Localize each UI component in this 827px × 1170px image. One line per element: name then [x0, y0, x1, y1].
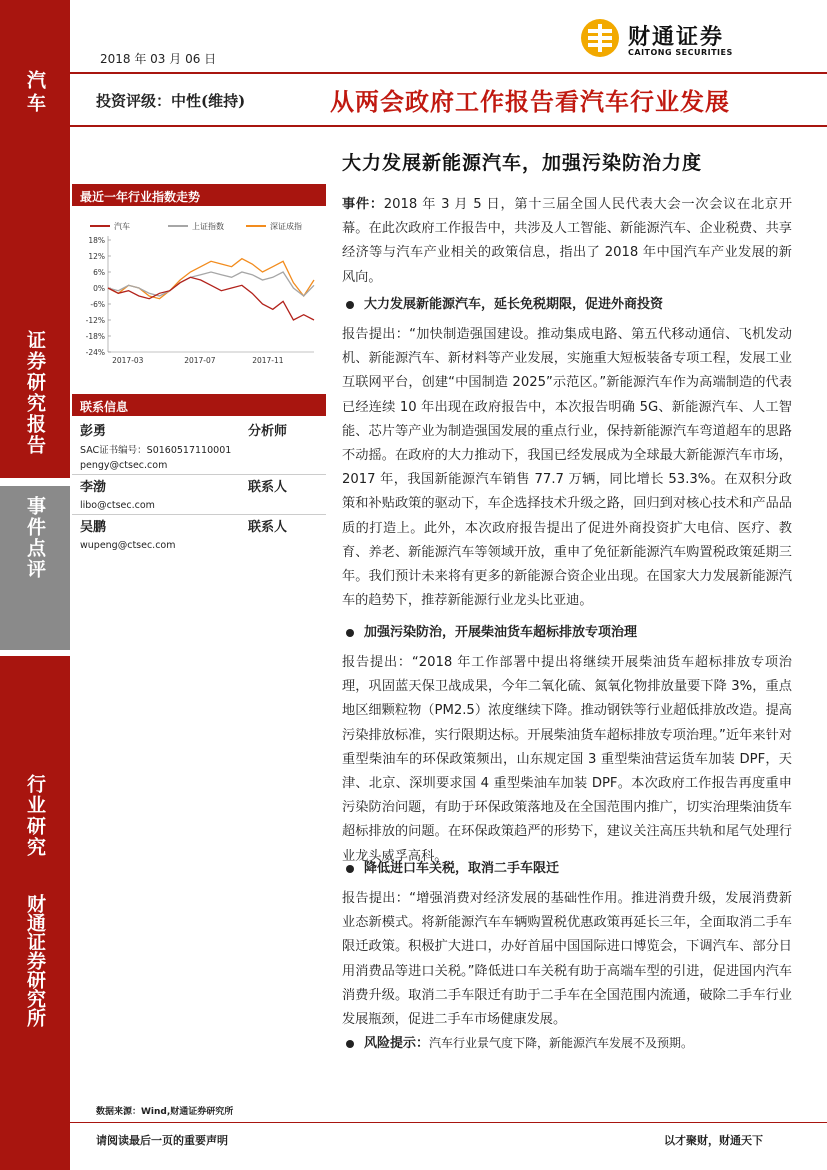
sidebar-divider — [0, 650, 70, 656]
legend-label: 上证指数 — [192, 222, 224, 231]
sidebar-sector — [0, 70, 70, 116]
company-slogan: 以才聚财，财通天下 — [664, 1134, 763, 1147]
contact-email[interactable]: wupeng@ctsec.com — [80, 540, 176, 551]
risk-note — [346, 1032, 796, 1051]
contact-role: 分析师 — [248, 424, 288, 439]
x-tick-label: 2017-11 — [252, 356, 284, 365]
section-heading-3 — [346, 857, 796, 876]
logo-mark-icon — [580, 18, 620, 58]
contact-email[interactable]: pengy@ctsec.com — [80, 460, 168, 471]
contact-name: 彭勇 — [80, 424, 107, 439]
contact-name: 吴鹏 — [80, 520, 107, 535]
risk-text: 汽车行业景气度下降，新能源汽车发展不及预期。 — [429, 1036, 694, 1050]
legend-label: 深证成指 — [270, 222, 302, 231]
event-lead: 事件： — [342, 197, 384, 212]
sidebar-institute-label: 财通证券研究所 — [24, 894, 46, 1027]
section-heading-2 — [346, 621, 796, 640]
risk-lead: 风险提示： — [364, 1036, 430, 1051]
y-tick-label: -6% — [90, 300, 105, 309]
logo-text-en: CAITONG SECURITIES — [628, 48, 733, 57]
contact-sac: SAC证书编号：S0160517110001 — [80, 445, 232, 456]
series-line — [108, 277, 314, 320]
series-line — [108, 272, 314, 296]
sidebar-divider — [0, 478, 70, 486]
sidebar-sector-label: 汽车 — [24, 70, 46, 116]
report-date: 2018 年 03 月 06 日 — [100, 52, 217, 66]
y-tick-label: 0% — [93, 284, 105, 293]
y-tick-label: -12% — [85, 316, 105, 325]
bullet-icon — [346, 301, 354, 309]
sidebar-industry — [0, 774, 70, 858]
report-title: 从两会政府工作报告看汽车行业发展 — [330, 87, 730, 116]
index-chart-svg — [76, 214, 324, 370]
series-line — [108, 259, 314, 299]
x-tick-label: 2017-03 — [112, 356, 144, 365]
sidebar-category — [0, 496, 70, 580]
section-paragraph-3: 报告提出：“增强消费对经济发展的基础性作用。推进消费升级，发展消费新业态新模式。将新能源汽车车辆购置税优惠政策再延长三年，全面取消二手车限迁政策。积极扩大进口，办好首届中国国际进口博览会，下调汽车、部分日用消费品等进口关税。”降低进口车关税有助于高端车型的引进，促进国内汽车消费升级。取消二手车限迁有助于二手车在全国范围内流通，破除二手车行业发展瓶颈，促进二手车市场健康发展。 — [342, 891, 792, 1028]
investment-rating: 投资评级：中性(维持) — [96, 92, 246, 110]
section-paragraph-1: 报告提出：“加快制造强国建设。推动集成电路、第五代移动通信、飞机发动机、新能源汽车、新材料等产业发展，实施重大短板装备专项工程，发展工业互联网平台，创建“中国制造 2025”示范区。”新能源汽车作为高端制造的代表已经连续 10 年出现在政府报告中，本次报告明确 5G、新能源汽车、人工智能、芯片等产业为制造强国发展的重点行业，保持新能源汽车弯道超车的思路不动摇。在政府的大力推动下，我国已经发展成为全球最大新能源汽车市场，2017 年，我国新能源汽车销售 77.7 万辆，同比增长 53.3%。在双积分政策和补贴政策的驱动下，车企选择技术升级之路，回归到对核心技术和产品品质的打造上。此外，本次政府报告提出了促进外商投资扩大电信、医疗、教育、养老、新能源汽车等领域开放，重申了免征新能源汽车购置税政策延期三年。我们预计未来将有更多的新能源合资企业出现。在国家大力发展新能源汽车的趋势下，推荐新能源行业龙头比亚迪。 — [342, 327, 792, 609]
sidebar-industry-label: 行业研究 — [24, 774, 46, 858]
section-paragraph-2: 报告提出：“2018 年工作部署中提出将继续开展柴油货车超标排放专项治理，巩固蓝天保卫战成果，今年二氧化硫、氮氧化物排放量要下降 3%，重点地区细颗粒物（PM2.5）浓度继续下降。推动钢铁等行业超低排放改造。提高污染排放标准，实行限期达标。开展柴油货车超标排放专项治理。”近年来针对重型柴油车的环保政策频出，山东规定国 3 重型柴油营运货车加装 DPF，天津、北京、深圳要求国 4 重型柴油车加装 DPF。本次政府工作报告再度重申污染防治问题，有助于环保政策落地及在全国范围内推广，切实治理柴油货车超标排放的问题。在环保政策趋严的形势下，建议关注高压共轨和尾气处理行业龙头威孚高科。 — [342, 655, 792, 864]
bullet-icon — [346, 1040, 354, 1048]
section-heading-2-label: 加强污染防治，开展柴油货车超标排放专项治理 — [364, 625, 638, 640]
legend-label: 汽车 — [114, 222, 130, 231]
contact-role: 联系人 — [248, 480, 288, 495]
chart-panel-header: 最近一年行业指数走势 — [72, 184, 326, 206]
x-tick-label: 2017-07 — [184, 356, 216, 365]
sidebar-institute — [0, 894, 70, 1027]
contact-divider — [72, 514, 326, 515]
disclaimer-note: 请阅读最后一页的重要声明 — [96, 1134, 228, 1147]
y-tick-label: -24% — [85, 348, 105, 357]
contact-panel-header: 联系信息 — [72, 394, 326, 416]
footer-rule — [70, 1122, 827, 1123]
contact-name: 李渤 — [80, 480, 107, 495]
contact-divider — [72, 474, 326, 475]
report-subtitle: 大力发展新能源汽车，加强污染防治力度 — [342, 152, 703, 174]
index-chart — [76, 214, 324, 370]
y-tick-label: 18% — [88, 236, 105, 245]
logo-text-cn: 财通证券 — [628, 24, 725, 50]
y-tick-label: 12% — [88, 252, 105, 261]
contact-role: 联系人 — [248, 520, 288, 535]
bullet-icon — [346, 865, 354, 873]
event-text: 2018 年 3 月 5 日，第十三届全国人民代表大会一次会议在北京开幕。在此次政府工作报告中，共涉及人工智能、新能源汽车、企业税费、共享经济等与汽车产业相关的政策信息，指出了 2018 年中国汽车产业发展的新风向。 — [342, 197, 793, 285]
contact-email[interactable]: libo@ctsec.com — [80, 500, 155, 511]
data-source: 数据来源：Wind,财通证券研究所 — [96, 1107, 234, 1117]
section-heading-1-label: 大力发展新能源汽车，延长免税期限，促进外商投资 — [364, 297, 664, 312]
title-rule — [70, 125, 827, 127]
y-tick-label: 6% — [93, 268, 105, 277]
event-paragraph — [342, 193, 792, 290]
section-heading-1 — [346, 293, 796, 312]
company-logo — [580, 18, 770, 62]
section-heading-3-label: 降低进口车关税，取消二手车限迁 — [364, 861, 560, 876]
bullet-icon — [346, 629, 354, 637]
y-tick-label: -18% — [85, 332, 105, 341]
sidebar-report-type-label: 证券研究报告 — [24, 330, 46, 456]
header-rule — [70, 72, 827, 74]
sidebar-category-label: 事件点评 — [24, 496, 46, 580]
sidebar-report-type — [0, 330, 70, 456]
